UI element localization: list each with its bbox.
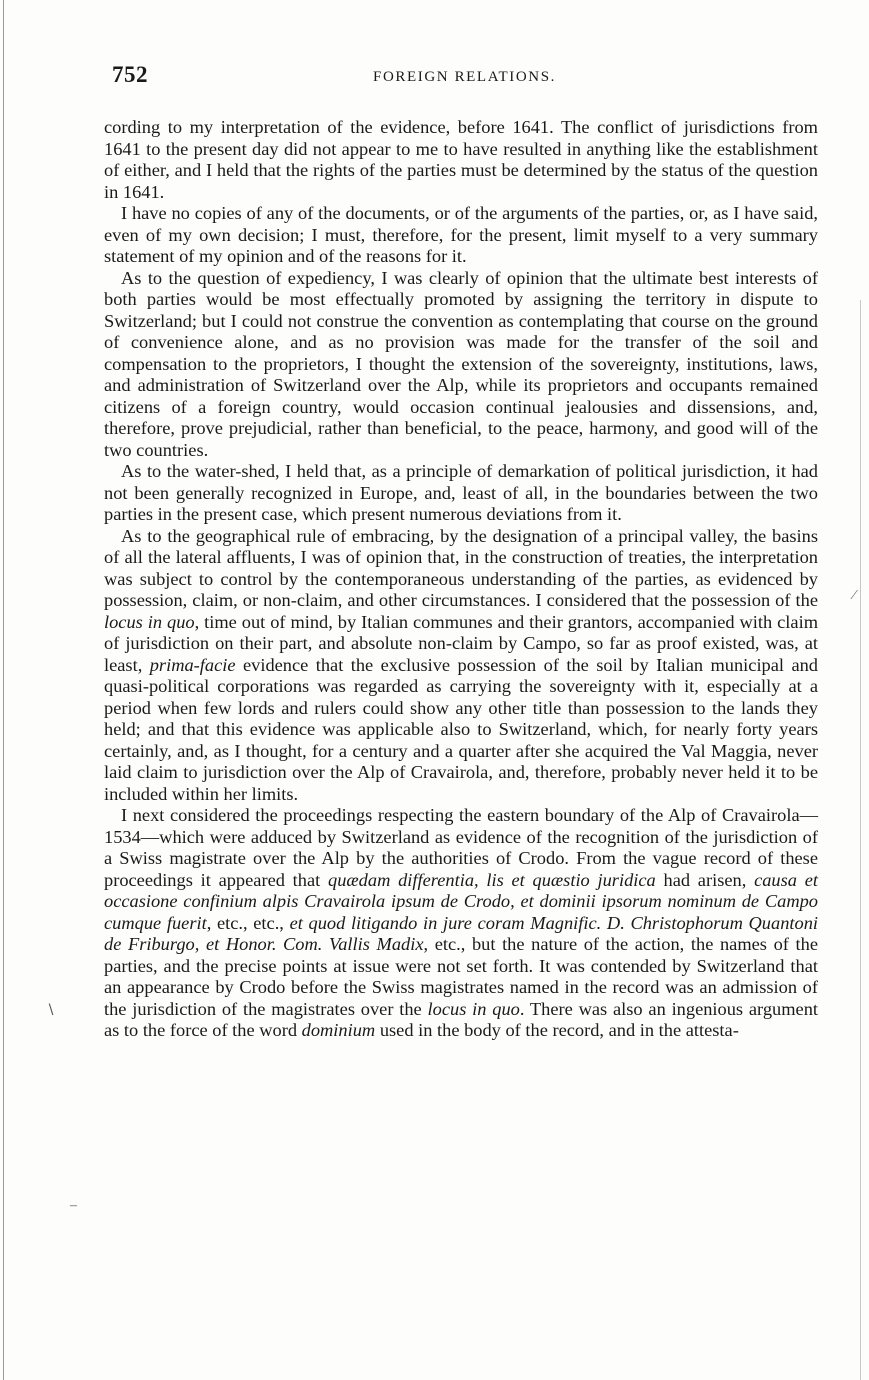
page-header <box>112 62 817 92</box>
paragraph-continued: cording to my interpretation of the evidence, before 1641. The conflict of jurisdictions from 1641 to the present day did not appear to me to have resulted in anything like the establishment of either, and I held that the rights of the parties must be determined by the status of the question in 1641. <box>104 117 818 202</box>
margin-dash: – <box>70 1198 77 1213</box>
text-run: evidence that the exclusive possession of the soil by Italian municipal and quasi-political corporations was regarded as carrying the sovereignty with it, especially at a period when few lords and rulers could show any other title than possession to the lands they held; and that this evidence was applicable also to Switzerland, which, for nearly forty years certainly, and, as I thought, for a century and a quarter after she acquired the Val Maggia, never laid claim to jurisdiction over the Alp of Cravairola, and, therefore, probably never held it to be included within her limits. <box>104 654 818 804</box>
latin-phrase: locus in quo <box>427 998 520 1019</box>
paragraph-geographical-rule <box>104 526 818 806</box>
running-head: FOREIGN RELATIONS. <box>373 69 556 85</box>
latin-phrase: dominium <box>301 1020 376 1040</box>
paragraph-documents: I have no copies of any of the documents, or of the arguments of the parties, or, as I have said, even of my own decision; I must, therefore, for the present, limit myself to a very summary statement of my opinion and of the reasons for it. <box>104 203 818 266</box>
text-run: , etc., but the nature of the action, the names of the parties, and the precise points at issue were not set forth. It was contended by Switzerland that an appearance by Crodo before the Swiss magistrates named in the record was an admission of the jurisdiction of the magistrates over the <box>104 934 818 1019</box>
text-run: had arisen, <box>655 869 755 890</box>
text-run: I next considered the proceedings respecting the eastern boundary of the Alp of Cravairola—1534—which were adduced by Switzerland as evidence of the recognition of the jurisdiction of a Swiss magistrate over the Alp by the authorities of Crodo. From the vague record of these proceedings it appeared that <box>104 805 818 890</box>
body-text <box>104 117 818 1042</box>
paragraph-expediency: As to the question of expediency, I was clearly of opinion that the ultimate best interests of both parties would be most effectually promoted by assigning the territory in dispute to Switzerland; but I could not construe the convention as contemplating that course on the ground of convenience alone, and as no provision was made for the transfer of the soil and compensation to the proprietors, I thought the extension of the sovereignty, institutions, laws, and administration of Switzerland over the Alp, while its proprietors and occupants remained citizens of a foreign country, would occasion continual jealousies and dissensions, and, therefore, prove prejudicial, rather than beneficial, to the peace, harmony, and good will of the two countries. <box>104 267 818 460</box>
latin-phrase: locus in quo <box>104 611 195 632</box>
paragraph-eastern-boundary <box>104 805 818 1042</box>
paragraph-water-shed: As to the water-shed, I held that, as a principle of demarkation of political jurisdiction, it had not been generally recognized in Europe, and, least of all, in the boundaries between the two parties in the present case, which present numerous deviations from it. <box>104 461 818 524</box>
margin-tick: ∖ <box>46 1003 55 1018</box>
page-number: 752 <box>112 62 148 87</box>
latin-phrase: et quod litigando in jure coram Magnific. D. Christophorum Quantoni de Friburgo, et Honor. Com. Vallis Madix <box>104 912 819 954</box>
latin-phrase: quædam differentia, lis et quæstio juridica <box>328 869 656 890</box>
margin-tick: ⁄ <box>853 588 856 603</box>
page-edge-left <box>3 0 4 1380</box>
page-edge-right <box>860 300 861 1380</box>
text-run: . There was also an ingenious argument as to the force of the word <box>104 998 818 1040</box>
text-run: As to the geographical rule of embracing, by the designation of a principal valley, the basins of all the lateral affluents, I was of opinion that, in the construction of treaties, the interpretation was subject to control by the contemporaneous understanding of the parties, as evidenced by possession, claim, or non-claim, and other circumstances. I considered that the possession of the <box>104 525 818 610</box>
text-run: , time out of mind, by Italian communes and their grantors, accompanied with claim of jurisdiction on their part, and absolute non-claim by Campo, so far as proof existed, was, at least, <box>104 611 818 675</box>
latin-phrase: causa et occasione confinium alpis Cravairola ipsum de Crodo, et dominii ipsorum nominum de Campo cumque fuerit <box>104 869 819 933</box>
text-run: , etc., etc., <box>206 912 290 933</box>
latin-phrase: prima-facie <box>149 654 236 675</box>
text-run: used in the body of the record, and in the attesta- <box>375 1020 739 1040</box>
